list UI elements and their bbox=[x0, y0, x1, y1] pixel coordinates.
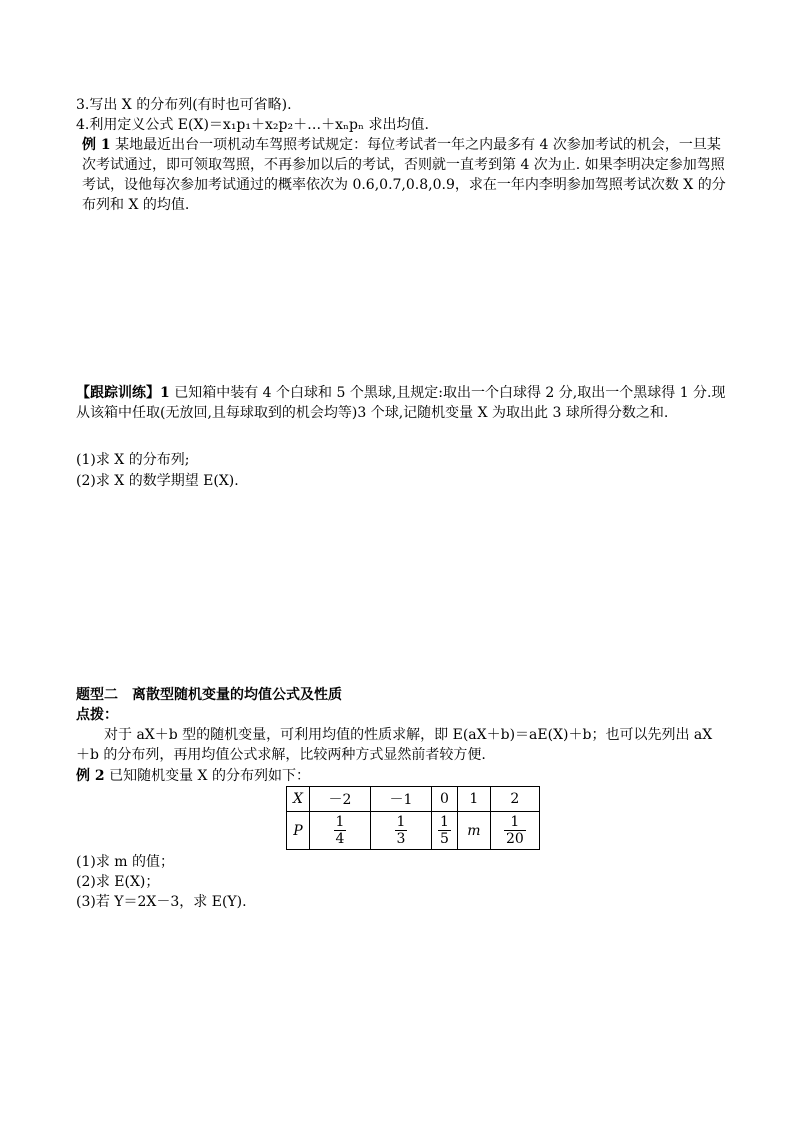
p-value bbox=[309, 812, 370, 850]
p-value bbox=[370, 812, 431, 850]
fraction-numerator: 1 bbox=[396, 814, 406, 830]
training-label: 【跟踪训练】1 bbox=[76, 385, 170, 401]
example-1 bbox=[76, 135, 732, 215]
step-3: 3.写出 X 的分布列(有时也可省略). bbox=[76, 97, 292, 113]
training-text: 已知箱中装有 4 个白球和 5 个黑球,且规定:取出一个白球得 2 分,取出一个黑球得 1 分.现从该箱中任取(无放回,且每球取到的机会均等)3 个球,记随机变量 X 为取出此 3 球所得分数之和. bbox=[76, 385, 726, 421]
example-1-label: 例 1 bbox=[82, 137, 111, 153]
x-value: －1 bbox=[370, 787, 431, 812]
example-1-text: 某地最近出台一项机动车驾照考试规定：每位考试者一年之内最多有 4 次参加考试的机会，一旦某次考试通过，即可领取驾照，不再参加以后的考试，否则就一直考到第 4 次为止. 如果李明决定参加驾照考试，设他每次参加考试通过的概率依次为 0.6,0.7,0.8,0.9，求在一年内李明参加驾照考试次数 X 的分布列和 X 的均值. bbox=[82, 137, 726, 213]
example-2-q3: (3)若 Y＝2X－3，求 E(Y). bbox=[76, 894, 247, 910]
table-row-x bbox=[287, 787, 540, 812]
fraction-numerator: 1 bbox=[504, 814, 526, 831]
p-value-m: m bbox=[457, 812, 490, 850]
fraction-denominator: 4 bbox=[335, 831, 345, 847]
table-header-x: X bbox=[287, 787, 310, 812]
x-value: 0 bbox=[431, 787, 457, 812]
p-value bbox=[431, 812, 457, 850]
table-row-p bbox=[287, 812, 540, 850]
fraction bbox=[438, 814, 451, 847]
x-value: 2 bbox=[490, 787, 539, 812]
example-2-q1: (1)求 m 的值； bbox=[76, 854, 175, 870]
training-q2: (2)求 X 的数学期望 E(X). bbox=[76, 473, 239, 489]
example-2-label: 例 2 bbox=[76, 768, 105, 784]
tip-text: 对于 aX＋b 型的随机变量，可利用均值的性质求解，即 E(aX＋b)＝aE(X)＋b；也可以先列出 aX＋b 的分布列，再用均值公式求解，比较两种方式显然前者较方便. bbox=[76, 727, 713, 763]
p-value bbox=[490, 812, 539, 850]
training-1 bbox=[76, 383, 726, 423]
fraction-numerator: 1 bbox=[439, 814, 449, 830]
fraction-denominator: 3 bbox=[396, 831, 406, 847]
example-2-q2: (2)求 E(X)； bbox=[76, 874, 160, 890]
fraction bbox=[334, 814, 347, 847]
training-q1: (1)求 X 的分布列; bbox=[76, 452, 190, 468]
section-heading: 题型二 离散型随机变量的均值公式及性质 bbox=[76, 687, 342, 703]
x-value: 1 bbox=[457, 787, 490, 812]
step-4: 4.利用定义公式 E(X)＝x₁p₁＋x₂p₂＋…＋xₙpₙ 求出均值. bbox=[76, 117, 429, 133]
example-2-intro: 已知随机变量 X 的分布列如下： bbox=[109, 768, 310, 784]
fraction-denominator: 5 bbox=[439, 831, 449, 847]
table-header-p: P bbox=[287, 812, 310, 850]
fraction-denominator: 20 bbox=[505, 831, 524, 847]
fraction bbox=[504, 814, 526, 847]
distribution-table bbox=[286, 786, 540, 850]
tip-label: 点拨： bbox=[76, 707, 118, 723]
fraction bbox=[395, 814, 408, 847]
fraction-numerator: 1 bbox=[335, 814, 345, 830]
example-2 bbox=[76, 766, 726, 786]
x-value: －2 bbox=[309, 787, 370, 812]
